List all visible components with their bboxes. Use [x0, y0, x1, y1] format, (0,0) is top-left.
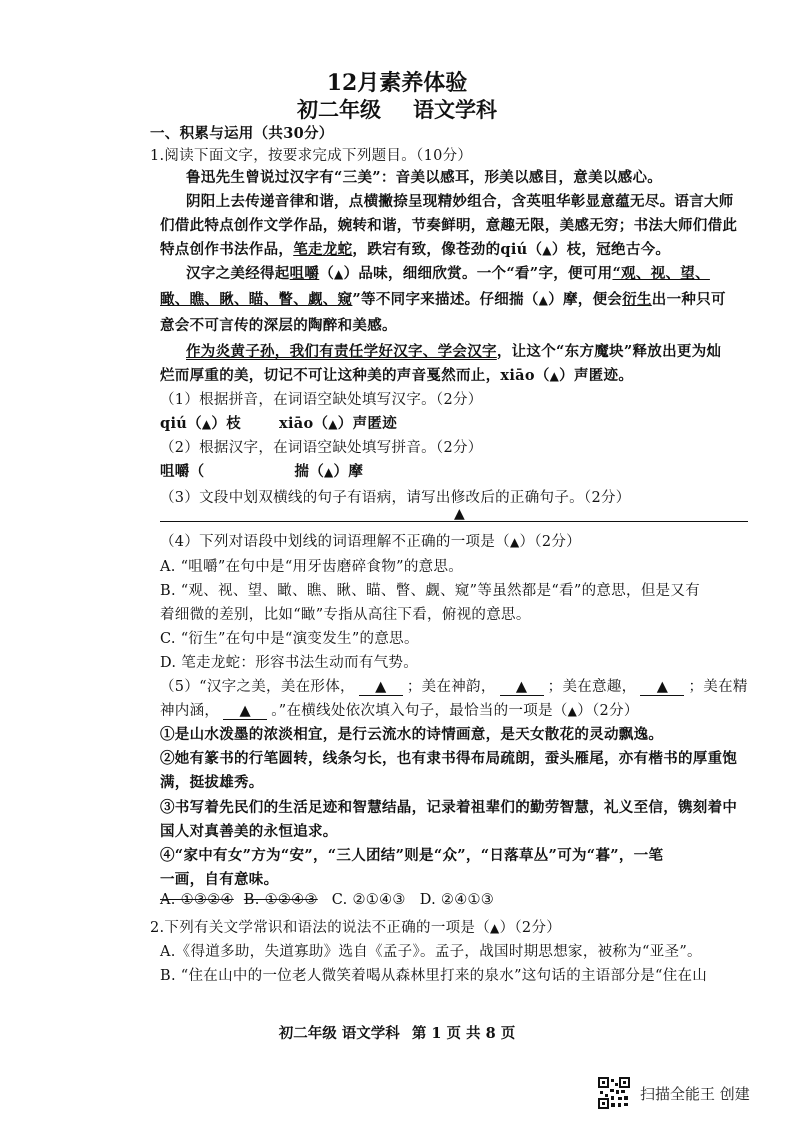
q2-option-a: A.《得道多助，失道寡助》选自《孟子》。孟子，战国时期思想家，被称为“亚圣”。 — [160, 944, 702, 960]
passage-line: 特点创作书法作品，笔走龙蛇，跌宕有致，像苍劲的qiú（▲）枝，冠绝古今。 — [160, 241, 671, 258]
passage-line: 们借此特点创作文学作品，婉转和谐，节奏鲜明，意趣无限，美感无穷；书法大师们借此 — [160, 217, 738, 234]
subquestion-1-items: qiú（▲）枝 xiāo（▲）声匿迹 — [160, 415, 397, 432]
choice-b[interactable]: B. ①②④③ — [243, 892, 318, 908]
subquestion-3-prompt: （3）文段中划双横线的句子有语病，请写出修改后的正确句子。（2分） — [160, 490, 631, 506]
sentence-option-2-cont: 满，挺拔雄秀。 — [160, 774, 264, 791]
subquestion-1-prompt: （1）根据拼音，在词语空缺处填写汉字。（2分） — [160, 392, 483, 408]
option-a: A. “咀嚼”在句中是“用牙齿磨碎食物”的意思。 — [160, 559, 464, 575]
fill-blank[interactable]: ▲ — [359, 679, 403, 696]
q2-option-b: B. “住在山中的一位老人微笑着喝从森林里打来的泉水”这句话的主语部分是“住在山 — [160, 968, 708, 984]
subquestion-2-prompt: （2）根据汉字，在词语空缺处填写拼音。（2分） — [160, 440, 483, 456]
passage-line: 汉字之美经得起咀嚼（▲）品味，细细欣赏。一个“看”字，便可用“观、视、望、 — [186, 265, 710, 282]
subquestion-2-items: 咀嚼（ 揣（▲）摩 — [160, 463, 364, 480]
footer-grade-subject: 初二年级 语文学科 — [278, 1025, 400, 1042]
scanner-watermark: 扫描全能王 创建 — [640, 1085, 750, 1103]
option-c: C. “衍生”在句中是“演变发生”的意思。 — [160, 631, 419, 647]
answer-blank-marker: ▲ — [542, 243, 552, 257]
page-footer — [0, 1022, 794, 1043]
double-underlined-sentence: 作为炎黄子孙，我们有责任学好汉字、学会汉字 — [186, 343, 497, 360]
answer-blank-marker: ▲ — [328, 417, 338, 431]
option-b: B. “观、视、望、瞰、瞧、瞅、瞄、瞥、觑、窥”等虽然都是“看”的意思，但是又有 — [160, 583, 701, 599]
footer-page-number: 第 1 页 共 8 页 — [411, 1025, 516, 1042]
choice-d[interactable]: D. ②④①③ — [419, 892, 495, 908]
answer-blank-marker: ▲ — [490, 921, 500, 935]
sentence-option-1: ①是山水泼墨的浓淡相宜，是行云流水的诗情画意，是天女散花的灵动飘逸。 — [160, 726, 664, 743]
answer-blank-marker: ▲ — [324, 465, 334, 479]
fill-blank[interactable]: ▲ — [223, 703, 267, 720]
section-heading: 一、积累与运用（共30分） — [150, 125, 334, 142]
passage-line: 作为炎黄子孙，我们有责任学好汉字、学会汉字，让这个“东方魔块”释放出更为灿 — [186, 343, 722, 360]
subject-label: 语文学科 — [413, 97, 497, 122]
subquestion-5-prompt-cont: 神内涵， ▲ 。”在横线处依次填入句子，最恰当的一项是（▲）（2分） — [160, 703, 639, 719]
underlined-term: 衍生 — [622, 291, 652, 308]
question-2-prompt: 2.下列有关文学常识和语法的说法不正确的一项是（▲）（2分） — [150, 920, 562, 936]
grade-label: 初二年级 — [297, 97, 381, 122]
exam-title: 12月素养体验 — [326, 70, 468, 96]
sentence-option-2: ②她有篆书的行笔圆转，线条匀长，也有隶书得布局疏朗，蚕头雁尾，亦有楷书的厚重饱 — [160, 750, 738, 767]
passage-line: 烂而厚重的美，切记不可让这种美的声音戛然而止，xiāo（▲）声匿迹。 — [160, 367, 634, 384]
sentence-option-4-cont: 一画，自有意味。 — [160, 871, 279, 888]
underlined-term: 瞰、瞧、瞅、瞄、瞥、觑、窥 — [160, 291, 353, 308]
choice-row — [160, 892, 494, 908]
answer-blank-marker: ▲ — [201, 417, 212, 431]
passage-line: 瞰、瞧、瞅、瞄、瞥、觑、窥”等不同字来描述。仔细揣（▲）摩，便会衍生出一种只可 — [160, 291, 726, 308]
sentence-option-3-cont: 国人对真善美的永恒追求。 — [160, 823, 338, 840]
answer-blank-marker: ▲ — [509, 535, 520, 549]
answer-blank-marker: ▲ — [538, 293, 549, 307]
answer-blank-marker: ▲ — [567, 704, 578, 718]
question-1-prompt: 1.阅读下面文字，按要求完成下列题目。（10分） — [150, 148, 473, 164]
underlined-term: “观、视、望、 — [612, 265, 710, 282]
option-d: D. 笔走龙蛇：形容书法生动而有气势。 — [160, 655, 419, 671]
answer-blank-marker: ▲ — [454, 506, 465, 522]
subquestion-4-prompt: （4）下列对语段中划线的词语理解不正确的一项是（▲）（2分） — [160, 534, 581, 550]
passage-line: 鲁迅先生曾说过汉字有“三美”：音美以感耳，形美以感目，意美以感心。 — [186, 169, 663, 186]
choice-c[interactable]: C. ②①④③ — [331, 892, 406, 908]
fill-blank[interactable]: ▲ — [500, 679, 544, 696]
exam-subtitle — [0, 94, 794, 124]
sentence-option-3: ③书写着先民们的生活足迹和智慧结晶，记录着祖辈们的勤劳智慧，礼义至信，镌刻着中 — [160, 799, 738, 816]
subquestion-5-prompt: （5）“汉字之美，美在形体， ▲ ；美在神韵， ▲ ；美在意趣， ▲ ；美在精 — [160, 679, 748, 695]
passage-line: 阴阳上去传递音律和谐，点横撇捺呈现精妙组合，含英咀华彰显意蕴无尽。语言大师 — [186, 193, 734, 210]
answer-blank-marker: ▲ — [334, 267, 344, 281]
choice-a[interactable]: A. ①③②④ — [160, 892, 234, 908]
sentence-option-4: ④“家中有女”方为“安”，“三人团结”则是“众”，“日落草丛”可为“暮”，一笔 — [160, 847, 664, 864]
passage-line: 意会不可言传的深层的陶醉和美感。 — [160, 317, 397, 334]
fill-blank[interactable]: ▲ — [640, 679, 684, 696]
qr-code-icon — [598, 1077, 630, 1109]
answer-line[interactable] — [160, 521, 748, 522]
answer-blank-marker: ▲ — [549, 369, 560, 383]
underlined-term: 笔走龙蛇 — [293, 241, 353, 258]
option-b-cont: 着细微的差别，比如“瞰”专指从高往下看，俯视的意思。 — [160, 607, 531, 623]
underlined-term: 咀嚼 — [289, 265, 320, 282]
